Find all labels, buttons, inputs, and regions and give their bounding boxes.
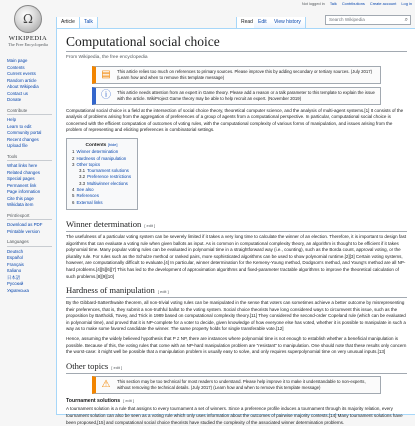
toc-item-number: 2 <box>72 155 75 161</box>
site-subtitle: From Wikipedia, the free encyclopedia <box>66 55 148 60</box>
sidebar-lang-ja[interactable]: 日本語 <box>7 274 21 280</box>
subsection-heading-tournament: Tournament solutions [ edit ] <box>66 397 134 404</box>
sidebar-contribute <box>7 108 56 150</box>
sidebar-item-download-pdf[interactable]: Download as PDF <box>7 222 43 227</box>
tab-article[interactable]: Article <box>56 17 80 28</box>
sidebar-languages <box>7 239 56 294</box>
winner-paragraph: The usefulness of a particular voting system can be severely limited if it takes a very long time to calculate the winner of an election. Therefore, it is important to design fast algorithms that can evaluate a voting rule when given ballots as input. As is common in computational complexity theory, an algorithm is thought to be efficient if it takes polynomial time. Many popular voting rules can be evaluated in polynomial time in a straightforward way (i.e., counting), such as the Borda count, approval voting, or the plurality rule. For rules such as the Schulze method or ranked pairs, more sophisticated algorithms can be used to show polynomial runtime.[2][3] Certain voting systems, however, are computationally difficult to evaluate.[4] In particular, winner determination for the Kemeny-Young method, Dodgson's method, and Young's method are all NP-hard problems.[4][5][6][7] This has led to the development of approximation algorithms and fixed-parameter tractable algorithms to improve the theoretical calculation of such problems.[8][9][10] <box>66 233 407 279</box>
sidebar-item-wikidata[interactable]: Wikidata item <box>7 202 34 207</box>
toc-item-number: 3.3 <box>79 180 86 186</box>
toc-item-label[interactable]: Preference restrictions <box>87 174 132 180</box>
toc-item-label[interactable]: Multiwinner elections <box>87 180 128 186</box>
sidebar-item-contact[interactable]: Contact us <box>7 90 28 96</box>
sidebar-item-main-page[interactable]: Main page <box>7 58 28 63</box>
sidebar-item-permanent-link[interactable]: Permanent link <box>7 182 37 188</box>
toc-item-number: 4 <box>72 187 75 193</box>
toc-item-number: 3.2 <box>79 174 86 180</box>
notice-text: This section may be too technical for most readers to understand. Please help improve it to make it understandable to non-experts, without removing the technical details. (July 2017) (Learn how and when to remove this template message) <box>117 378 366 390</box>
toc-item-number: 5 <box>72 193 75 199</box>
toc-item-number: 3.1 <box>79 168 86 174</box>
talk-link[interactable]: Talk <box>329 1 337 6</box>
sidebar-item-cite[interactable]: Cite this page <box>7 195 34 201</box>
books-icon: ▤ <box>101 68 111 80</box>
sidebar-lang-ru[interactable]: Русский <box>7 281 24 286</box>
sidebar-item-recent-changes[interactable]: Recent changes <box>7 136 39 142</box>
section-heading-winner: Winner determination [ edit ] <box>66 219 407 232</box>
sidebar-print <box>7 213 56 236</box>
edit-section-link[interactable]: [ edit ] <box>111 364 123 370</box>
sidebar-item-current-events[interactable]: Current events <box>7 71 36 76</box>
logo-wordmark: WIKIPEDIA <box>8 35 48 42</box>
toc-item-number: 1 <box>72 149 75 155</box>
intro-paragraph: Computational social choice is a field at the intersection of social choice theory, theoretical computer science, and the analysis of multi-agent systems.[1] It consists of the analysis of problems arising from the aggregation of preferences of a group of agents from a computational perspective. In particular, computational social choice is concerned with the efficient computation of outcomes of voting rules, with the computational complexity of various forms of manipulation, and issues arising from the problem of representing and eliciting preferences in combinatorial settings. <box>66 107 404 133</box>
sidebar-item-what-links-here[interactable]: What links here <box>7 163 38 168</box>
page-title: Computational social choice <box>66 34 407 52</box>
tab-edit[interactable]: Edit <box>254 17 272 28</box>
warning-icon: ⚠ <box>101 378 111 390</box>
sidebar-item-about[interactable]: About Wikipedia <box>7 84 39 89</box>
sidebar-lang-es[interactable]: Español <box>7 255 23 260</box>
logo-tagline: The Free Encyclopedia <box>8 42 48 47</box>
sidebar-navigation <box>7 58 56 104</box>
sidebar-lang-uk[interactable]: Українська <box>7 287 29 293</box>
tournament-paragraph: A tournament solution is a rule that assigns to every tournament a set of winners. Since a preference profile induces a tournament through its majority relation, every tournament solution can also be seen as a voting rule which only uses information about the outcomes of pairwise majority contests.[14] Many tournament solutions have been proposed,[15] and computational social choice theorists have studied the complexity of the associated winner determination problems. <box>66 406 403 425</box>
sidebar-item-community-portal[interactable]: Community portal <box>7 130 42 135</box>
search-input[interactable] <box>325 15 411 25</box>
sidebar-item-donate[interactable]: Donate <box>7 97 22 102</box>
info-icon: ⓘ <box>101 89 111 101</box>
edit-section-link[interactable]: [ edit ] <box>157 289 169 295</box>
sidebar-item-contents[interactable]: Contents <box>7 64 25 70</box>
personal-tools <box>298 1 412 6</box>
toc-item-number: 3 <box>72 161 75 167</box>
search-icon[interactable]: ⌕ <box>404 17 408 23</box>
contributions-link[interactable]: Contributions <box>341 1 365 6</box>
search-placeholder: Search Wikipedia <box>329 17 365 22</box>
sidebar-heading-languages: Languages <box>7 239 52 247</box>
create-account-link[interactable]: Create account <box>369 1 397 6</box>
sidebar-heading-print: Print/export <box>7 213 52 221</box>
toc-item-label[interactable]: External links <box>76 199 103 205</box>
tab-talk[interactable]: Talk <box>80 17 98 28</box>
toc-title: Contents [hide] <box>85 141 118 148</box>
sidebar-item-related-changes[interactable]: Related changes <box>7 169 40 175</box>
tab-read[interactable]: Read <box>236 17 258 28</box>
sidebar-item-learn-to-edit[interactable]: Learn to edit <box>7 123 32 129</box>
toc-item[interactable] <box>72 200 131 206</box>
table-of-contents <box>66 138 138 210</box>
article-content <box>56 28 415 425</box>
toc-item-label[interactable]: See also <box>76 187 94 193</box>
sidebar-item-printable[interactable]: Printable version <box>7 228 40 234</box>
sidebar-item-special-pages[interactable]: Special pages <box>7 176 35 181</box>
toc-item-label[interactable]: Other topics <box>76 161 101 167</box>
toc-list <box>72 149 131 206</box>
edit-section-link[interactable]: [ edit ] <box>123 397 134 403</box>
tab-view-history[interactable]: View history <box>270 17 306 28</box>
sidebar-heading-contribute: Contribute <box>7 108 52 116</box>
sidebar <box>0 58 56 298</box>
sidebar-lang-fr[interactable]: Français <box>7 261 24 267</box>
too-technical-notice <box>92 376 381 394</box>
login-link[interactable]: Log in <box>401 1 412 6</box>
sidebar-item-page-information[interactable]: Page information <box>7 189 41 194</box>
sidebar-lang-de[interactable]: Deutsch <box>7 248 24 254</box>
primary-sources-notice <box>92 66 381 84</box>
edit-section-link[interactable]: [ edit ] <box>144 222 156 228</box>
toc-item-label[interactable]: References <box>76 193 99 199</box>
toc-hide-toggle[interactable]: [hide] <box>107 141 118 147</box>
sidebar-item-upload-file[interactable]: Upload file <box>7 143 28 148</box>
globe-icon: Ω <box>14 5 42 33</box>
toc-item-label[interactable]: Hardness of manipulation <box>76 155 127 161</box>
sidebar-heading-tools: Tools <box>7 154 52 162</box>
notice-text: This article needs attention from an expert in Game theory. Please add a reason or a talk parameter to this template to explain the issue with the article. WikiProject Game theory may be able to help recruit an expert. (November 2019) <box>117 89 375 101</box>
expert-needed-notice <box>92 87 381 105</box>
section-heading-other: Other topics [ edit ] <box>66 361 407 374</box>
sidebar-item-help[interactable]: Help <box>7 117 17 122</box>
sidebar-item-random-article[interactable]: Random article <box>7 77 37 83</box>
notice-text: This article relies too much on references to primary sources. Please improve this by adding secondary or tertiary sources. (July 2017) (Learn how and when to remove this template message) <box>117 68 373 80</box>
sidebar-tools <box>7 154 56 209</box>
toc-item-label[interactable]: Winner determination <box>76 149 119 155</box>
not-logged-in: Not logged in <box>301 1 325 6</box>
section-heading-hardness: Hardness of manipulation [ edit ] <box>66 285 407 298</box>
hardness-paragraph-1: By the Gibbard-Satterthwaite theorem, all non-trivial voting rules can be manipulated in the sense that voters can sometimes achieve a better outcome by misrepresenting their preferences, that is, they submit a non-truthful ballot to the voting system. Social choice theorists have long considered ways to circumvent this issue, such as the proposition by Bartholdi, Tovey, and Trick in 1989 based on computational complexity theory.[11] They considered the second-order Copeland rule (which can be evaluated in polynomial time), and proved that it is NP-complete for a voter to decide, given knowledge of how everyone else has voted, whether it is possible to manipulate in such a way as to make some favored candidate the winner. The same property holds for single transferable vote.[12] <box>66 300 406 332</box>
wikipedia-logo[interactable] <box>0 0 56 52</box>
toc-item-label[interactable]: Tournament solutions <box>87 168 129 174</box>
toc-item-number: 6 <box>72 199 75 205</box>
hardness-paragraph-2: Hence, assuming the widely believed hypothesis that P ≠ NP, there are instances where polynomial time is not enough to establish whether a beneficial manipulation is possible. Because of this, the voting rules that come with an NP-hard manipulation problem are "resistant" to manipulation. One should note that these results only concern the worst-case: it might well be possible that a manipulation problem is usually easy to solve, and only requires superpolynomial time on very unusual inputs.[13] <box>66 336 407 355</box>
sidebar-lang-it[interactable]: Italiano <box>7 268 22 273</box>
